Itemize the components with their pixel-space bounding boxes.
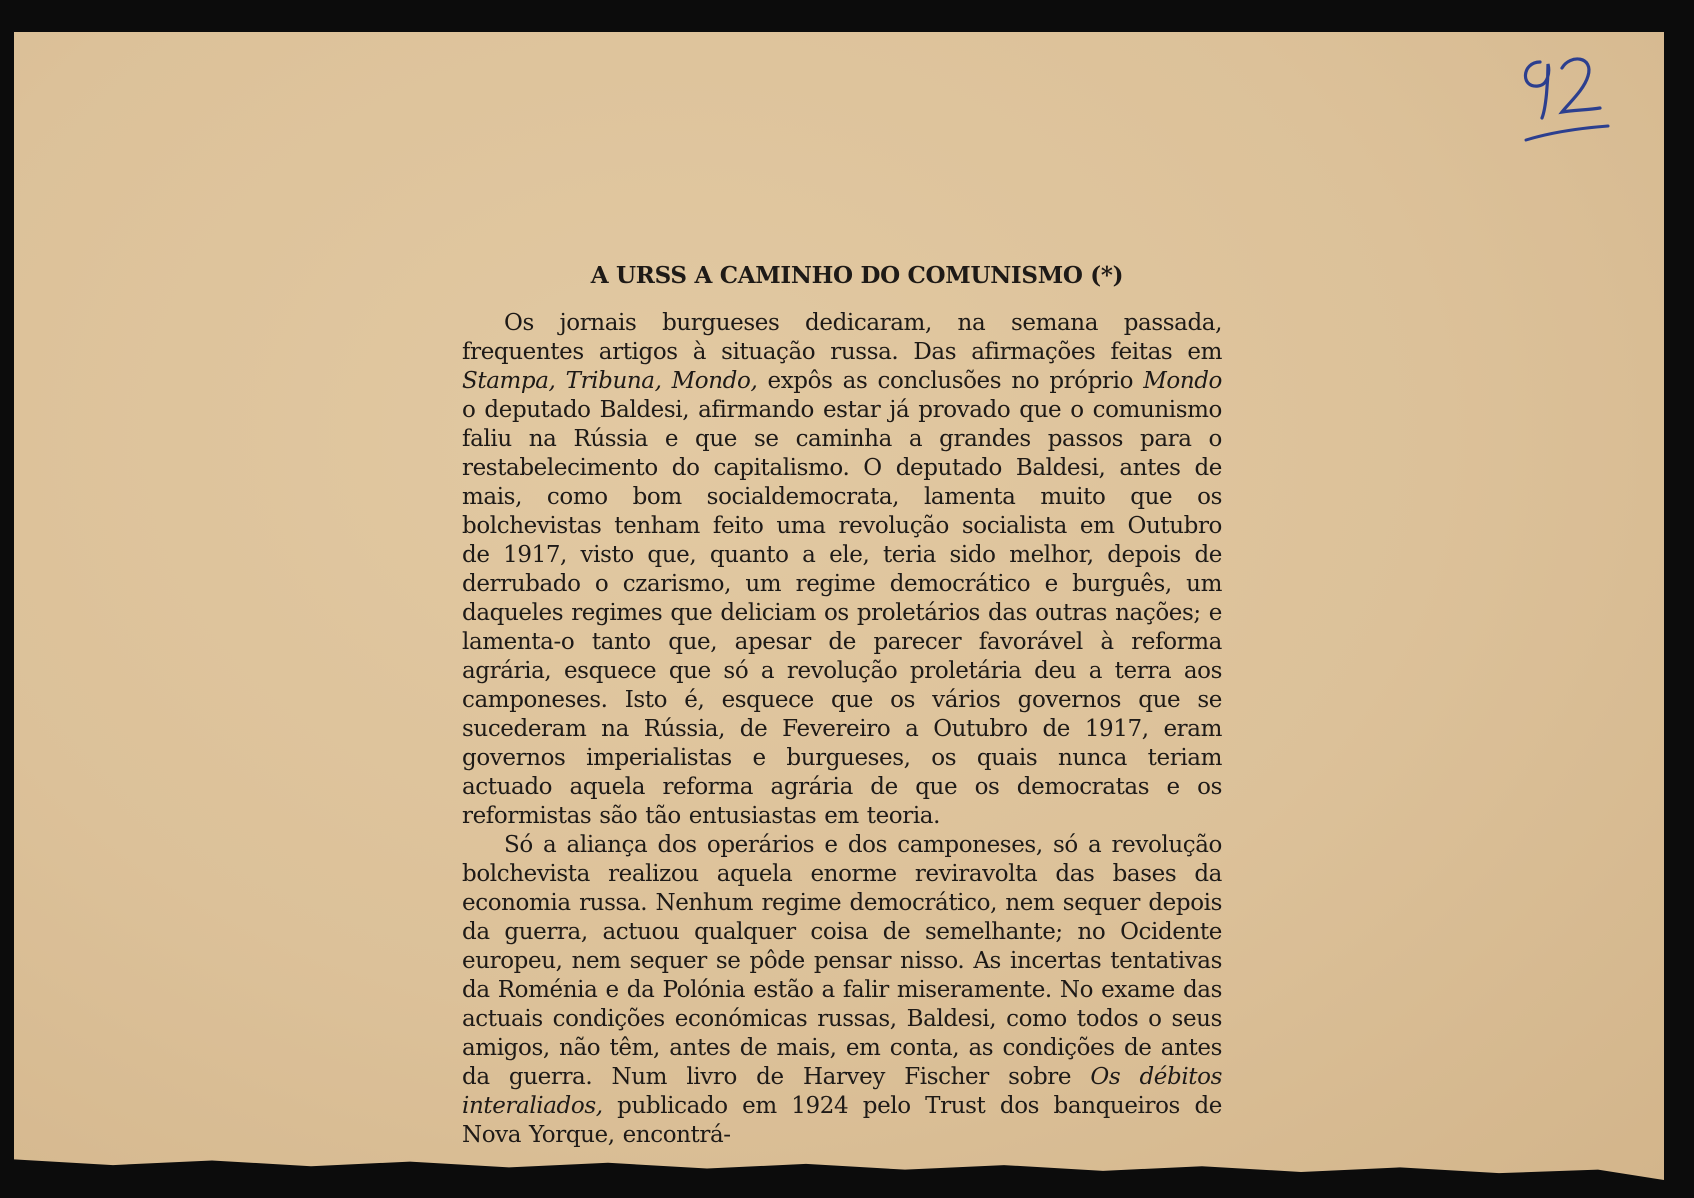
handwritten-page-number: [1512, 48, 1622, 148]
paragraph-2-text-b: publicado em 1924 pelo Trust dos banqueiros de Nova Yorque, encontrá-: [462, 1093, 1222, 1148]
show-through-blot: [91, 217, 398, 328]
paragraph-1: [462, 309, 1222, 831]
paragraph-2-text-a: Só a aliança dos operários e dos camponeses, só a revolução bolchevista realizou aquela enorme reviravolta das bases da economia russa. Nenhum regime democrático, nem sequer depois da guerra, actuou qualquer coisa de semelhante; no Ocidente europeu, nem sequer se pôde pensar nisso. As incertas tentativas da Roménia e da Polónia estão a falir miseramente. No exame das actuais condições económicas russas, Baldesi, como todos o seus amigos, não têm, antes de mais, em conta, as condições de antes da guerra. Num livro de Harvey Fischer sobre: [462, 832, 1222, 1090]
paragraph-2-italic-a: Os débitos interaliados,: [462, 1064, 1222, 1119]
paragraph-1-text-b: expôs as conclusões no próprio: [757, 368, 1144, 394]
paragraph-1-text-c: o deputado Baldesi, afirmando estar já provado que o comunismo faliu na Rússia e que se caminha a grandes passos para o restabelecimento do capitalismo. O deputado Baldesi, antes de mais, como bom socialdemocrata, lamenta muito que os bolchevistas tenham feito uma revolução socialista em Outubro de 1917, visto que, quanto a ele, teria sido melhor, depois de derrubado o czarismo, um regime democrático e burguês, um daqueles regimes que deliciam os proletários das outras nações; e lamenta-o tanto que, apesar de parecer favorável à reforma agrária, esquece que só a revolução proletária deu a terra aos camponeses. Isto é, esquece que os vários governos que se sucederam na Rússia, de Fevereiro a Outubro de 1917, eram governos imperialistas e burgueses, os quais nunca teriam actuado aquela reforma agrária de que os democratas e os reformistas são tão entusiastas em teoria.: [462, 397, 1222, 829]
paragraph-1-italic-b: Mondo: [1143, 368, 1222, 394]
article: [462, 262, 1222, 1150]
article-title: A URSS A CAMINHO DO COMUNISMO (*): [590, 262, 1124, 289]
paragraph-2: [462, 831, 1222, 1150]
paragraph-1-text-a: Os jornais burgueses dedicaram, na semana passada, frequentes artigos à situação russa. Das afirmações feitas em: [462, 310, 1222, 365]
paragraph-1-italic-a: Stampa, Tribuna, Mondo,: [462, 368, 758, 394]
